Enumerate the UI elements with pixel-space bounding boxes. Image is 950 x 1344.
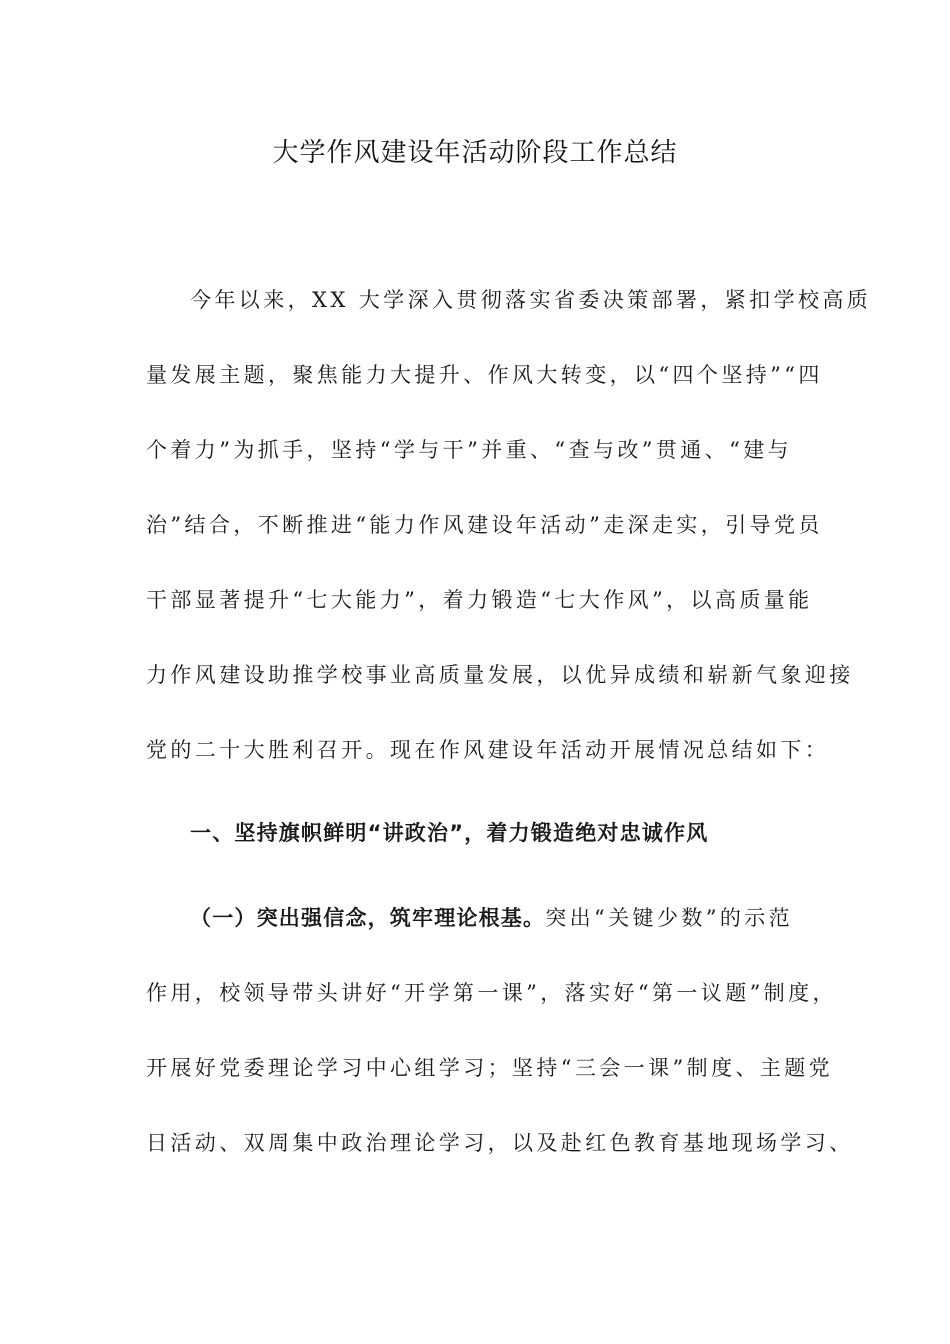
document-title: 大学作风建设年活动阶段工作总结 bbox=[272, 138, 678, 168]
intro-line-7: 党的二十大胜利召开。现在作风建设年活动开展情况总结如下： bbox=[146, 738, 830, 762]
intro-line-4: 治”结合，不断推进“能力作风建设年活动”走深走实，引导党员 bbox=[146, 513, 823, 537]
intro-line-6: 力作风建设助推学校事业高质量发展，以优异成绩和崭新气象迎接 bbox=[146, 663, 854, 687]
intro-line-3: 个着力”为抓手，坚持“学与干”并重、“查与改”贯通、“建与 bbox=[146, 438, 793, 462]
intro-line-5: 干部显著提升“七大能力”，着力锻造“七大作风”，以高质量能 bbox=[146, 588, 813, 612]
subsection-1-text: 突出“关键少数”的示范 bbox=[545, 906, 794, 930]
subsection-1-line-3: 开展好党委理论学习中心组学习；坚持“三会一课”制度、主题党 bbox=[146, 1056, 834, 1080]
subsection-1-title: （一）突出强信念，筑牢理论根基。 bbox=[190, 906, 546, 930]
intro-line-1: 今年以来，XX 大学深入贯彻落实省委决策部署，紧扣学校高质 bbox=[190, 288, 872, 312]
subsection-1-first-line bbox=[190, 903, 806, 933]
subsection-1-line-4: 日活动、双周集中政治理论学习，以及赴红色教育基地现场学习、 bbox=[146, 1131, 854, 1155]
section-1-heading: 一、坚持旗帜鲜明“讲政治”，着力锻造绝对忠诚作风 bbox=[190, 821, 709, 845]
subsection-1-line-2: 作用，校领导带头讲好“开学第一课”，落实好“第一议题”制度， bbox=[146, 981, 837, 1005]
intro-line-2: 量发展主题，聚焦能力大提升、作风大转变，以“四个坚持”“四 bbox=[146, 363, 823, 387]
